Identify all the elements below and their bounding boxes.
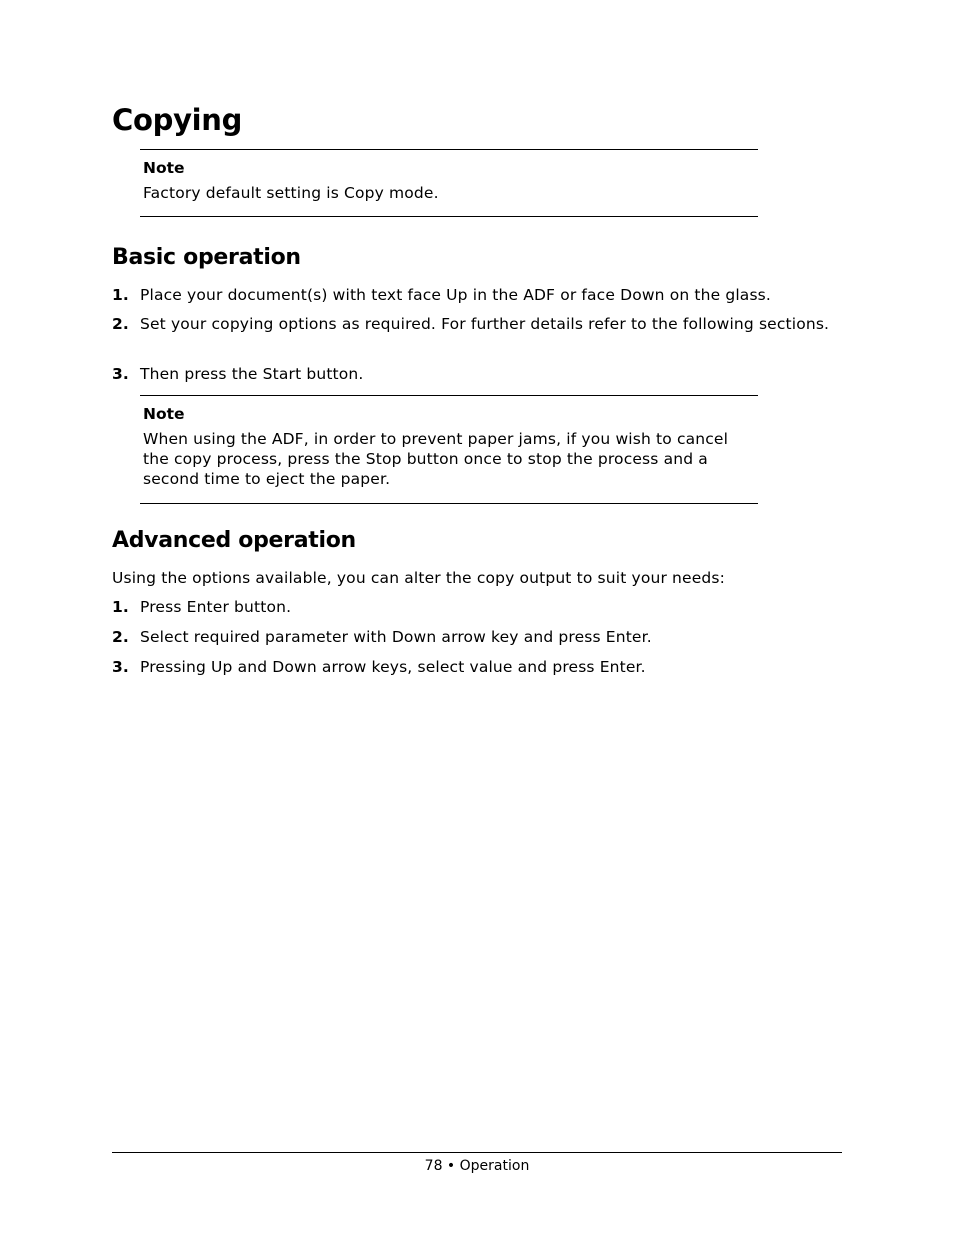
page-footer: 78 • Operation — [424, 1158, 530, 1174]
note-title: Note — [143, 159, 185, 177]
note-text: Factory default setting is Copy mode. — [143, 184, 439, 202]
section-heading-advanced: Advanced operation — [112, 528, 356, 553]
list-number: 1. — [112, 598, 129, 616]
intro-paragraph: Using the options available, you can alter the copy output to suit your needs: — [112, 569, 725, 587]
note-title: Note — [143, 405, 185, 423]
section-heading-basic: Basic operation — [112, 245, 301, 270]
note-box — [140, 149, 758, 217]
list-number: 3. — [112, 365, 129, 383]
list-text: Select required parameter with Down arrow key and press Enter. — [140, 628, 652, 646]
note-text: When using the ADF, in order to prevent paper jams, if you wish to cancel the copy process, press the Stop button once to stop the process and a second time to eject the paper. — [143, 430, 729, 488]
page-title: Copying — [112, 103, 243, 137]
list-text: Place your document(s) with text face Up in the ADF or face Down on the glass. — [140, 286, 771, 304]
list-text: Press Enter button. — [140, 598, 292, 616]
list-text: Pressing Up and Down arrow keys, select value and press Enter. — [140, 658, 646, 676]
list-number: 2. — [112, 628, 129, 646]
list-number: 3. — [112, 658, 129, 676]
list-number: 1. — [112, 286, 129, 304]
note-box — [140, 395, 758, 504]
footer-divider — [112, 1152, 842, 1153]
list-text: Set your copying options as required. For further details refer to the following sections. — [140, 315, 830, 333]
list-text: Then press the Start button. — [140, 365, 364, 383]
list-number: 2. — [112, 315, 129, 333]
